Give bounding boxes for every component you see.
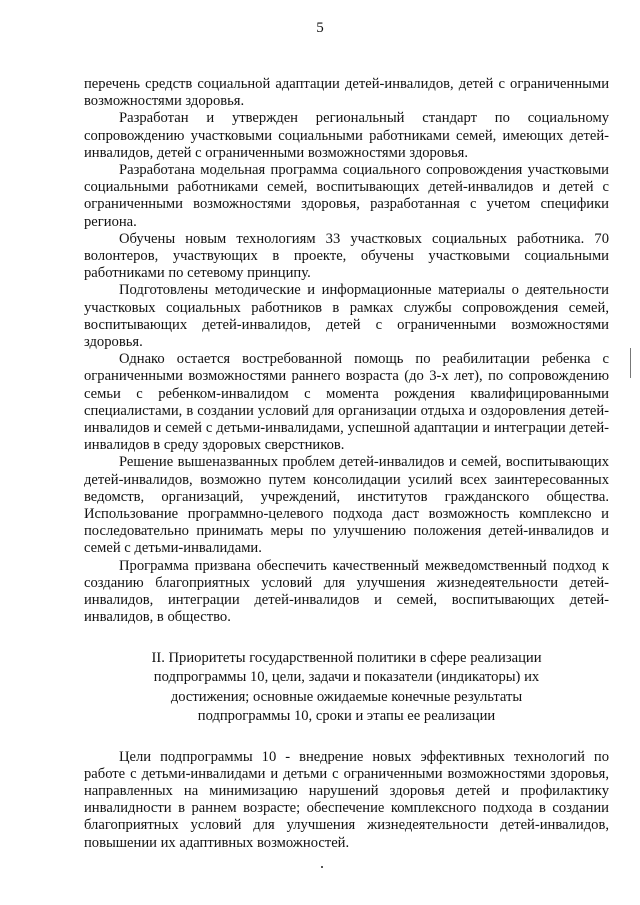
page-body [84,76,609,852]
paragraph-continuation: перечень средств социальной адаптации детей-инвалидов, детей с ограниченными возможностями здоровья. [84,76,609,110]
scan-dot-mark [321,866,323,868]
paragraph-program-purpose: Программа призвана обеспечить качественный межведомственный подход к созданию благоприятных условий для улучшения жизнедеятельности детей-инвалидов, интеграции детей-инвалидов и семей, воспитывающих детей-инвалидов, в общество. [84,557,609,626]
section-heading-line: достижения; основные ожидаемые конечные результаты [170,688,523,705]
paragraph-model-program: Разработана модельная программа социального сопровождения участковыми социальными работниками семей, воспитывающих детей-инвалидов и детей с ограниченными возможностями здоровья, разработанная с учетом специфики региона. [84,162,609,230]
paragraph-materials: Подготовлены методические и информационные материалы о деятельности участковых социальных работников в рамках службы сопровождения семей, воспитывающих детей-инвалидов, детей с ограниченными возможностями здоровья. [84,282,609,351]
section-heading-line: II. Приоритеты государственной политики в сфере реализации [151,649,542,666]
paragraph-remaining-needs: Однако остается востребованной помощь по реабилитации ребенка с ограниченными возможностями раннего возраста (до 3-х лет), по сопровождению семьи с ребенком-инвалидом с момента рождения квалифицированными специалистами, в создании условий для организации отдыха и оздоровления детей-инвалидов и семей с детьми-инвалидами, успешной адаптации и интеграции детей-инвалидов в среду здоровых сверстников. [84,351,609,454]
page-number: 5 [316,20,324,36]
paragraph-training: Обучены новым технологиям 33 участковых социальных работника. 70 волонтеров, участвующих в проекте, обучены участковыми социальными работниками по сетевому принципу. [84,230,609,282]
paragraph-regional-standard: Разработан и утвержден региональный стандарт по социальному сопровождению участковыми социальными работниками семей, имеющих детей-инвалидов, детей с ограниченными возможностями здоровья. [84,110,609,161]
section-heading-line: подпрограммы 10, цели, задачи и показатели (индикаторы) их [153,669,540,685]
paragraph-goals: Цели подпрограммы 10 - внедрение новых эффективных технологий по работе с детьми-инвалидами и детьми с ограниченными возможностями здоровья, направленных на минимизацию нарушений здоровья детей и профилактику инвалидности в раннем возрасте; обеспечение комплексного подхода в создании благоприятных условий для улучшения жизнедеятельности детей-инвалидов, повышении их адаптивных возможностей. [84,748,609,851]
paragraph-solution: Решение вышеназванных проблем детей-инвалидов и семей, воспитывающих детей-инвалидов, возможно путем консолидации усилий всех заинтересованных ведомств, организаций, учреждений, институтов гражданского общества. Использование программно-целевого подхода даст возможность комплексно и последовательно принимать меры по улучшению положения детей-инвалидов и семей с детьми-инвалидами. [84,454,609,557]
scan-edge-mark [630,348,631,378]
section-heading [84,649,609,727]
section-heading-line: подпрограммы 10, сроки и этапы ее реализации [197,708,496,724]
